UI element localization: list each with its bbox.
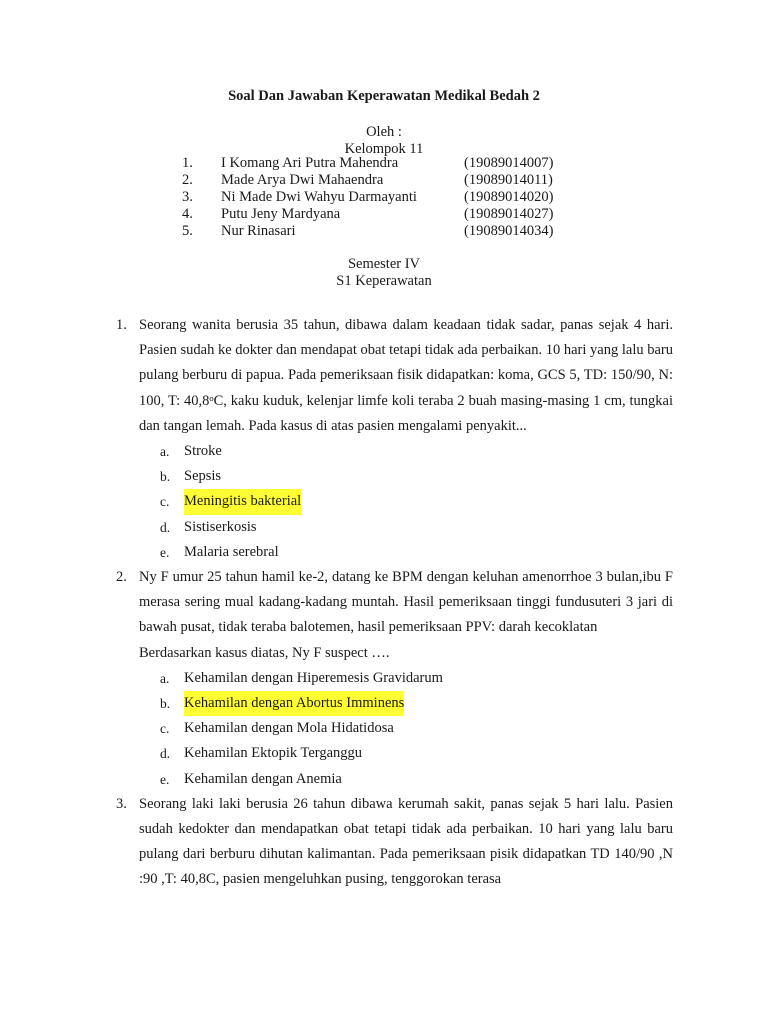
option-text: Sepsis (184, 468, 222, 485)
member-row (0, 223, 768, 240)
member-name: Putu Jeny Mardyana (221, 206, 341, 222)
member-name: I Komang Ari Putra Mahendra (221, 155, 399, 171)
answer-option (0, 666, 768, 691)
member-row (0, 206, 768, 223)
semester-block (0, 256, 768, 290)
group-label: Kelompok 11 (344, 141, 424, 157)
option-text: Kehamilan dengan Hiperemesis Gravidarum (184, 669, 443, 686)
correct-answer-text: Kehamilan dengan Abortus Imminens (184, 691, 404, 716)
answer-option (0, 767, 768, 792)
member-row (0, 189, 768, 206)
author-block (0, 124, 768, 158)
member-list (0, 155, 768, 240)
member-number: 3. (182, 189, 193, 205)
question-item (0, 565, 768, 792)
member-number: 4. (182, 206, 193, 222)
member-number: 5. (182, 223, 193, 239)
option-text: Kehamilan dengan Anemia (184, 770, 342, 787)
answer-option (0, 439, 768, 464)
option-text: Stroke (184, 443, 222, 460)
semester-label: Semester IV (347, 256, 421, 272)
option-letter: e. (160, 771, 170, 787)
member-name: Ni Made Dwi Wahyu Darmayanti (221, 189, 417, 205)
member-number: 2. (182, 172, 193, 188)
question-prompt: Berdasarkan kasus diatas, Ny F suspect …. (139, 644, 390, 661)
answer-option (0, 515, 768, 540)
correct-answer-text: Meningitis bakterial (184, 489, 301, 514)
option-text: Kehamilan Ektopik Terganggu (184, 745, 363, 762)
option-letter: a. (160, 670, 170, 686)
member-row (0, 155, 768, 172)
member-name: Nur Rinasari (221, 223, 296, 239)
option-text: Kehamilan dengan Mola Hidatidosa (184, 720, 394, 737)
option-text: Sistiserkosis (184, 518, 257, 535)
member-row (0, 172, 768, 189)
option-letter: a. (160, 444, 170, 460)
program-label: S1 Keperawatan (336, 273, 432, 289)
option-letter: e. (160, 544, 170, 560)
member-nim: (19089014007) (464, 155, 554, 171)
member-nim: (19089014027) (464, 206, 554, 222)
question-item (0, 792, 768, 893)
member-nim: (19089014011) (464, 172, 553, 188)
member-nim: (19089014034) (464, 223, 554, 239)
option-letter: c. (160, 721, 170, 737)
option-letter: c. (160, 494, 170, 510)
question-number: 3. (116, 795, 127, 812)
answer-option (0, 540, 768, 565)
option-letter: d. (160, 519, 171, 535)
answer-option (0, 489, 768, 514)
option-text: Malaria serebral (184, 543, 279, 560)
question-item (0, 313, 768, 565)
option-letter: d. (160, 746, 171, 762)
member-number: 1. (182, 155, 193, 171)
option-letter: b. (160, 695, 171, 711)
question-text: Seorang wanita berusia 35 tahun, dibawa dalam keadaan tidak sadar, panas sejak 4 hari. Pasien sudah ke dokter dan mendapat obat tetapi tidak ada perbaikan. 10 hari yang lalu baru pulang berburu di papua. Pada pemeriksaan fisik didapatkan: koma, GCS 5, TD: 150/90, N: 100, T: 40,8ᵒC, kaku kuduk, kelenjar limfe koli teraba 2 buah masing-masing 1 cm, tungkai dan tangan lemah. Pada kasus di atas pasien mengalami penyakit... (139, 317, 673, 434)
member-nim: (19089014020) (464, 189, 554, 205)
option-letter: b. (160, 469, 171, 485)
document-title: Soal Dan Jawaban Keperawatan Medikal Bedah 2 (228, 88, 540, 104)
question-list (0, 313, 768, 893)
option-list (0, 666, 768, 792)
answer-option (0, 691, 768, 716)
option-list (0, 439, 768, 565)
question-text: Seorang laki laki berusia 26 tahun dibawa kerumah sakit, panas sejak 5 hari lalu. Pasien sudah kedokter dan mendapatkan obat tetapi tidak ada perbaikan. 10 hari yang lalu baru pulang dari berburu dihutan kalimantan. Pada pemeriksaan pisik didapatkan TD 140/90 ,N :90 ,T: 40,8C, pasien mengeluhkan pusing, tenggorokan terasa (139, 795, 673, 888)
answer-option (0, 464, 768, 489)
member-name: Made Arya Dwi Mahaendra (221, 172, 384, 188)
answer-option (0, 741, 768, 766)
question-number: 2. (116, 568, 127, 585)
question-text: Ny F umur 25 tahun hamil ke-2, datang ke BPM dengan keluhan amenorrhoe 3 bulan,ibu F merasa sering mual kadang-kadang muntah. Hasil pemeriksaan tinggi fundusuteri 3 jari di bawah pusat, tidak teraba balotemen, hasil pemeriksaan PPV: darah kecoklatan (139, 568, 673, 636)
answer-option (0, 716, 768, 741)
question-number: 1. (116, 317, 127, 333)
oleh-label: Oleh : (366, 124, 402, 140)
